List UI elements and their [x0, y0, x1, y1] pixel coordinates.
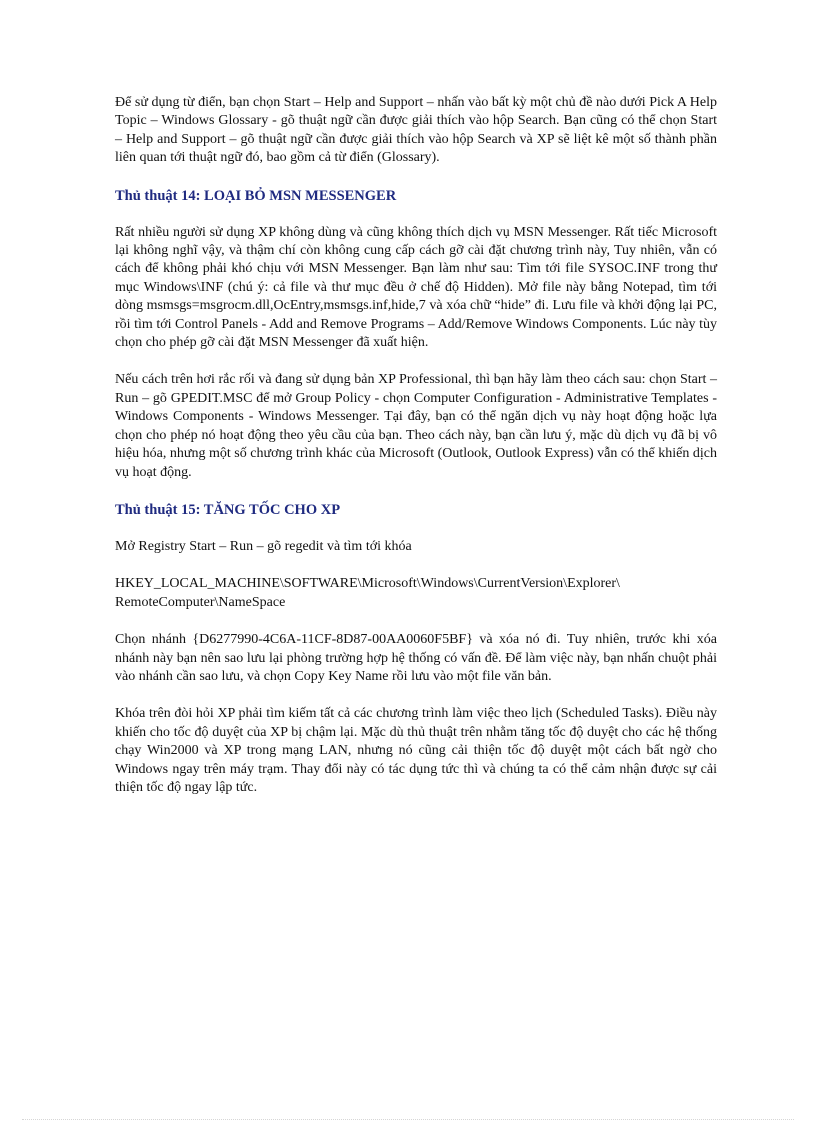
paragraph-group-policy: Nếu cách trên hơi rắc rối và đang sử dụng bản XP Professional, thì bạn hãy làm theo cách sau: chọn Start – Run – gõ GPEDIT.MSC để mở Group Policy - chọn Computer Configuration - Administrative Templates - Windows Components - Windows Messenger. Tại đây, bạn có thể ngăn dịch vụ này hoạt động hoặc lựa chọn cho phép nó hoạt động theo yêu cầu của bạn. Theo cách này, bạn cần lưu ý, mặc dù dịch vụ đã bị vô hiệu hóa, nhưng một số chương trình khác của Microsoft (Outlook, Outlook Express) vẫn có thể khiến dịch vụ hoạt động. — [115, 372, 717, 480]
paragraph-msn-removal: Rất nhiều người sử dụng XP không dùng và cũng không thích dịch vụ MSN Messenger. Rất tiếc Microsoft lại không nghĩ vậy, và thậm chí còn không cung cấp cách gỡ cài đặt chương trình này, Tuy nhiên, vẫn có cách để không phải khó chịu với MSN Messenger. Bạn làm như sau: Tìm tới file SYSOC.INF trong thư mục Windows\INF (chú ý: cả file và thư mục đều ở chế độ Hidden). Mở file này bằng Notepad, tìm tới dòng msmsgs=msgrocm.dll,OcEntry,msmsgs.inf,hide,7 và xóa chữ “hide” đi. Lưu file và khởi động lại PC, rồi tìm tới Control Panels - Add and Remove Programs – Add/Remove Windows Components. Lúc này tùy chọn cho phép gỡ cài đặt MSN Messenger đã xuất hiện. — [115, 224, 717, 351]
paragraph-select-branch: Chọn nhánh {D6277990-4C6A-11CF-8D87-00AA0060F5BF} và xóa nó đi. Tuy nhiên, trước khi xóa nhánh này bạn nên sao lưu lại phòng trường hợp hệ thống có vấn đề. Để làm việc này, bạn nhấn chuột phải vào nhánh cần sao lưu, và chọn Copy Key Name rồi lưu vào một file văn bản. — [115, 632, 717, 684]
document-page — [115, 94, 717, 797]
paragraph-open-registry: Mở Registry Start – Run – gõ regedit và tìm tới khóa — [115, 538, 412, 554]
registry-key-path — [115, 575, 717, 612]
heading-tip-14: Thủ thuật 14: LOẠI BỎ MSN MESSENGER — [115, 187, 397, 204]
page-bottom-divider — [22, 1119, 794, 1120]
paragraph-glossary: Để sử dụng từ điển, bạn chọn Start – Help and Support – nhấn vào bất kỳ một chủ đề nào dưới Pick A Help Topic – Windows Glossary - gõ thuật ngữ cần được giải thích vào hộp Search. Bạn cũng có thể chọn Start – Help and Support – gõ thuật ngữ cần được giải thích vào hộp Search và XP sẽ liệt kê một số thành phần liên quan tới thuật ngữ đó, bao gồm cả từ điển (Glossary). — [115, 95, 717, 166]
registry-key-line-1: HKEY_LOCAL_MACHINE\SOFTWARE\Microsoft\Windows\CurrentVersion\Explorer\ — [115, 576, 620, 592]
registry-key-line-2: RemoteComputer\NameSpace — [115, 594, 286, 610]
paragraph-explanation: Khóa trên đòi hỏi XP phải tìm kiếm tất cả các chương trình làm việc theo lịch (Scheduled Tasks). Điều này khiến cho tốc độ duyệt của XP bị chậm lại. Mặc dù thủ thuật trên nhằm tăng tốc độ duyệt cho các hệ thống chạy Win2000 và XP trong mạng LAN, nhưng nó cũng cải thiện tốc độ duyệt một cách bất ngờ cho Windows ngay trên máy trạm. Thay đổi này có tác dụng tức thì và chúng ta có thể cảm nhận được sự cải thiện tốc độ ngay lập tức. — [115, 706, 717, 795]
heading-tip-15: Thủ thuật 15: TĂNG TỐC CHO XP — [115, 501, 341, 518]
